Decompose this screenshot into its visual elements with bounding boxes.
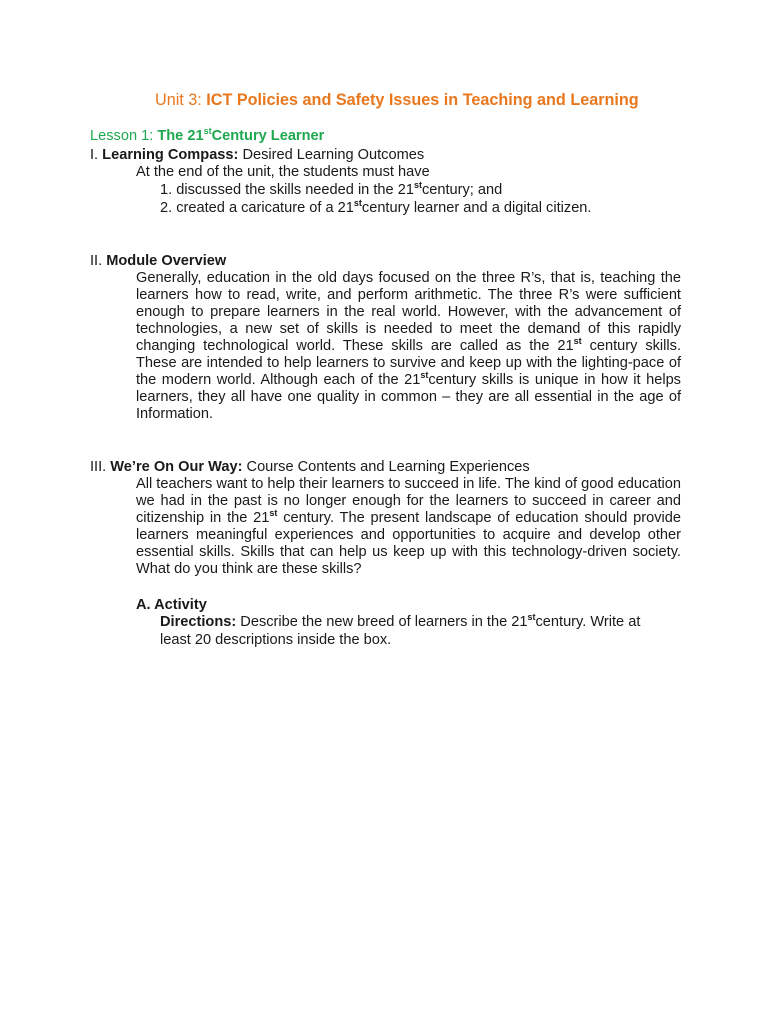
- section2-heading-text: Module Overview: [106, 253, 227, 269]
- outcome2-post: century learner and a digital citizen.: [361, 200, 592, 216]
- outcome1-post: century; and: [421, 182, 503, 198]
- directions-post: century. Write at: [535, 614, 641, 630]
- section3-numeral: III.: [90, 459, 111, 475]
- section2-numeral: II.: [90, 253, 107, 269]
- unit-prefix: Unit 3:: [155, 91, 207, 109]
- directions-pre: Describe the new breed of learners in the 21: [236, 614, 528, 630]
- section1-intro: At the end of the unit, the students must have: [136, 164, 430, 180]
- lesson-title-post: Century Learner: [211, 128, 325, 144]
- section2-heading: [90, 253, 226, 270]
- section1-subheading: Desired Learning Outcomes: [238, 147, 425, 163]
- lesson-title-sup: st: [203, 126, 212, 136]
- section3-part1: All teachers want to help their learners to succeed in life. The kind of good education we had in the past is no longer enough for the learners to succeed in career and citizenship in the 21: [136, 476, 681, 526]
- outcome-2: [160, 200, 591, 217]
- outcome2-sup: st: [353, 198, 362, 208]
- directions-label: Directions:: [160, 614, 237, 630]
- activity-directions: [160, 614, 640, 631]
- section3-heading-text: We’re On Our Way:: [110, 459, 243, 475]
- overview-part1: Generally, education in the old days focused on the three R’s, that is, teaching the learners how to read, write, and perform arithmetic. The three R’s were sufficient enough to prepare learners in the real world. However, with the advancement of technologies, a new set of skills is needed to meet the demand of this rapidly changing technological world. These skills are called as the 21: [136, 270, 681, 354]
- outcome-1: [160, 182, 502, 199]
- lesson-title-pre: The 21: [157, 128, 204, 144]
- lesson-title: [90, 128, 324, 145]
- module-overview-body: [136, 270, 681, 423]
- section3-subheading: Course Contents and Learning Experiences: [242, 459, 530, 475]
- activity-directions-line2: least 20 descriptions inside the box.: [160, 632, 392, 648]
- section1-heading-text: Learning Compass:: [102, 147, 239, 163]
- outcome1-pre: 1. discussed the skills needed in the 21: [160, 182, 414, 198]
- directions-sup: st: [527, 612, 536, 622]
- section1-numeral: I.: [90, 147, 103, 163]
- outcome1-sup: st: [413, 180, 422, 190]
- overview-part2: century skills. These are intended to help learners to survive and keep up with the lighting-pace of the modern world. Although each of the 21: [136, 338, 682, 388]
- activity-heading: A. Activity: [136, 597, 207, 613]
- lesson-prefix: Lesson 1:: [90, 128, 158, 144]
- section3-heading: [90, 459, 530, 476]
- unit-title-text: ICT Policies and Safety Issues in Teaching and Learning: [206, 91, 639, 109]
- outcome2-pre: 2. created a caricature of a 21: [160, 200, 354, 216]
- section3-body: [136, 476, 681, 578]
- section3-sup1: st: [269, 508, 278, 518]
- overview-part3: century skills is unique in how it helps learners, they all have one quality in common – they are all essential in the age of Information.: [136, 372, 681, 422]
- lesson-title-text: [157, 128, 324, 144]
- section1-heading: [90, 147, 424, 164]
- overview-sup1: st: [573, 336, 582, 346]
- unit-title: [155, 90, 639, 110]
- section3-part2: century. The present landscape of education should provide learners meaningful experiences and opportunities to acquire and develop other essential skills. Skills that can help us keep up with this technology-driven society. What do you think are these skills?: [136, 510, 681, 577]
- overview-sup2: st: [420, 370, 429, 380]
